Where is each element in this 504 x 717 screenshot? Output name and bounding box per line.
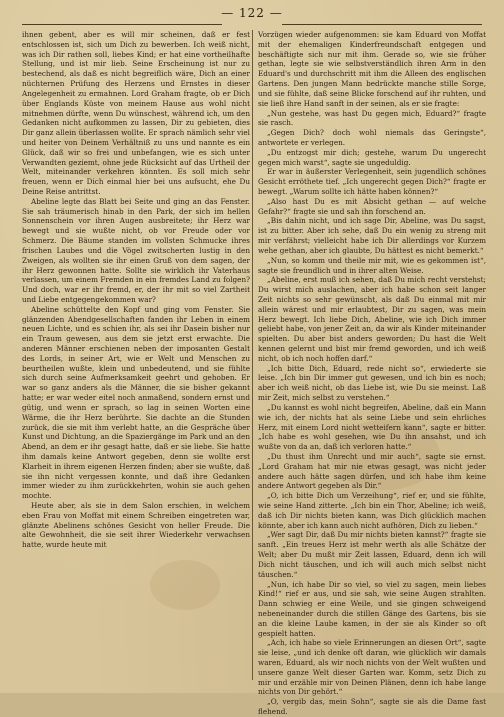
paragraph: ihnen gebent, aber es will mir scheinen, daß er fest entschlossen ist, sich um Dich zu bewerben. Ich weiß nicht, was ich Dir rathen soll, liebes Kind; er hat eine vortheilhafte Stellung, und ist mir lieb. Seine Erscheinung ist nur zu bestechend, als daß es nicht begreiflich wäre, Dich an einer nüchternen Prüfung des Herzens und Ernstes in dieser Angelegenheit zu ermahnen. Lord Graham fragte, ob er Dich über Englands Küste von meinem Hause aus wohl nicht mitnehmen dürfte, wenn Du wünschest, während ich, um den Gedanken nicht aufkommen zu lassen, Dir zu gebieten, dies Dir ganz allein überlassen wollte. Er sprach nämlich sehr viel und heiter von Deinem Verhältniß zu uns und nannte es ein Glück, daß wir so frei und unbefangen, wie es sich unter Verwandten geziemt, ohne jede Rücksicht auf das Urtheil der Welt, miteinander verkehren könnten. Es soll mich sehr freuen, wenn er Dich einmal hier bei uns aufsucht, ehe Du Deine Reise antrittst. bbox=[22, 30, 250, 196]
paragraph: „Ach, ich habe so viele Erinnerungen an diesen Ort“, sagte sie leise, „und ich denke oft daran, wie glücklich wir damals waren, Eduard, als wir noch nichts von der Welt wußten und unsere ganze Welt dieser Garten war. Komm, setz Dich zu mir und erzähle mir von Deinen Plänen, denn ich habe lange nichts von Dir gehört.“ bbox=[258, 638, 486, 697]
paragraph: „O, vergib das, mein Sohn“, sagte sie als die Dame fast flehend. bbox=[258, 697, 486, 717]
left-text-column bbox=[22, 30, 250, 686]
paragraph: „Nun gestehe, was hast Du gegen mich, Eduard?“ fragte sie rasch. bbox=[258, 108, 486, 128]
paragraph: „Wer sagt Dir, daß Du mir nichts bieten kannst?“ fragte sie sanft. „Ein treues Herz ist mehr werth als alle Schätze der Welt; aber Du mußt mir Zeit lassen, Eduard, denn ich will Dich nicht täuschen, und ich will auch mich selbst nicht täuschen.“ bbox=[258, 530, 486, 579]
paragraph: „Du thust ihm Unrecht und mir auch“, sagte sie ernst. „Lord Graham hat mir nie etwas gesagt, was nicht jeder andere auch hätte sagen dürfen, und ich habe ihm keine andere Antwort gegeben als Dir.“ bbox=[258, 451, 486, 491]
paragraph: „Nun, so komm und theile mir mit, wie es gekommen ist“, sagte sie freundlich und in ihrer alten Weise. bbox=[258, 255, 486, 275]
paragraph: „Nun, ich habe Dir so viel, so viel zu sagen, mein liebes Kind!“ rief er aus, und sie sah, wie seine Augen strahlten. Dann schwieg er eine Weile, und sie gingen schweigend nebeneinander durch die stillen Gänge des Gartens, bis sie an die kleine Laube kamen, in der sie als Kinder so oft gespielt hatten. bbox=[258, 579, 486, 638]
paragraph: „Du entzogst mir dich; gestehe, warum Du ungerecht gegen mich warst“, sagte sie ungeduldig. bbox=[258, 147, 486, 167]
paragraph: Abeline schüttelte den Kopf und ging vom Fenster. Sie glänzenden Abendgesellschaften fanden ihr Leben in einem neuen Lichte, und es schien ihr, als sei ihr Dasein bisher nur ein Traum gewesen, aus dem sie jetzt erst erwachte. Die anderen Männer erschienen neben der imposanten Gestalt des Lords, in seiner Art, wie er Welt und Menschen zu beurtheilen wußte, klein und unbedeutend, und sie fühlte sich durch seine Aufmerksamkeit geehrt und gehoben. Er war so ganz anders als die Männer, die sie bisher gekannt hatte; er war weder eitel noch anmaßend, sondern ernst und gütig, und wenn er sprach, so lag in seinen Worten eine Wärme, die ihr Herz berührte. Sie dachte an die Stunden zurück, die sie mit ihm verlebt hatte, an die Gespräche über Kunst und Dichtung, an die Spaziergänge im Park und an den Abend, an dem er ihr gesagt hatte, daß er sie liebe. Sie hatte ihm damals keine Antwort gegeben, denn sie wollte erst Klarheit in ihrem eigenen Herzen finden; aber sie wußte, daß sie ihn nicht vergessen konnte, und daß ihre Gedanken immer wieder zu ihm zurückkehrten, wohin sie auch gehen mochte. bbox=[22, 304, 250, 501]
paragraph: Er war in äußerster Verlegenheit, sein jugendlich schönes Gesicht erröthete tief. „Ich ungerecht gegen Dich?“ fragte er bewegt. „Warum sollte ich hätte haben können?“ bbox=[258, 167, 486, 196]
paragraph: „Du kannst es wohl nicht begreifen, Abeline, daß ein Mann wie ich, der nichts hat als seine Liebe und sein ehrliches Herz, mit einem Lord nicht wetteifern kann“, sagte er bitter. „Ich habe es wohl gesehen, wie Du ihn ansahst, und ich wußte von da an, daß ich verloren hatte.“ bbox=[258, 402, 486, 452]
page-header bbox=[0, 6, 504, 26]
right-text-column bbox=[258, 30, 486, 717]
paragraph: Abeline legte das Blatt bei Seite und ging an das Fenster. Sie sah träumerisch hinab in den Park, der sich im hellen Sonnenschein vor ihren Augen ausbreitete; ihr Herz war bewegt und sie wußte nicht, ob vor Freude oder vor Schmerz. Die Bäume standen im vollsten Schmucke ihres frischen Laubes und die Vögel zwitscherten lustig in den Zweigen, als wollten sie ihr einen Gruß von dem sagen, der ihr Herz gewonnen hatte. Sollte sie wirklich ihr Vaterhaus verlassen, um einem Fremden in ein fremdes Land zu folgen? Und doch, war er ihr fremd, er, der ihr mit so viel Zartheit und Liebe entgegengekommen war? bbox=[22, 196, 250, 304]
paragraph: „Gegen Dich? doch wohl niemals das Geringste“, antwortete er verlegen. bbox=[258, 128, 486, 147]
paragraph: Heute aber, als sie in dem Salon erschien, in welchem eben Frau von Moffat mit einem Schreiben eingetreten war, glänzte Abelinens schönes Gesicht von heller Freude. Die alte Gewohnheit, die sie seit ihrer Wiederkehr verwachsen hatte, wurde heute mit bbox=[22, 501, 250, 550]
paragraph: „Bis dahin nicht, und ich sage Dir, Abeline, was Du sagst, ist zu bitter. Aber ich sehe, daß Du ein wenig zu streng mit mir verfährst; vielleicht habe ich Dir allerdings vor Kurzem wehe gethan, aber ich glaubte, Du hättest es nicht bemerkt.“ bbox=[258, 216, 486, 255]
page-number: — 122 — bbox=[221, 6, 283, 20]
paragraph: „Also hast Du es mit Absicht gethan — auf welche Gefahr?“ fragte sie und sah ihn forschend an. bbox=[258, 196, 486, 216]
paragraph: „Abeline, erst muß ich sehen, daß Du mich recht verstehst; Du wirst mich auslachen, aber ich habe schon seit langer Zeit nichts so sehr gewünscht, als daß Du einmal mit mir allein wärest und mir erlaubtest, Dir zu sagen, was mein Herz bewegt. Ich liebe Dich, Abeline, wie ich Dich immer geliebt habe, von jener Zeit an, da wir als Kinder miteinander spielten. Du aber bist anders geworden; Du hast die Welt kennen gelernt und bist mir fremd geworden, und ich weiß nicht, ob ich noch hoffen darf.“ bbox=[258, 275, 486, 363]
paragraph: Vorzügen wieder aufgenommen: sie kam Eduard von Moffat mit der ehemaligen Kinderfreundschaft entgegen und beschäftigte sich nur mit ihm. Gerade so, wie sie früher gethan, legte sie wie selbstverständlich ihren Arm in den Eduard's und durchschritt mit ihm die Alleen des englischen Gartens. Den jungen Mann bedrückte manche stille Sorge, und sie fühlte, daß seine Blicke forschend auf ihr ruhten, und sie ließ ihre Hand sanft in der seinen, als er sie fragte: bbox=[258, 30, 486, 108]
column-divider bbox=[252, 30, 253, 680]
header-rule-right bbox=[282, 24, 482, 25]
paragraph: „Ich bitte Dich, Eduard, rede nicht so“, erwiederte sie leise. „Ich bin Dir immer gut gewesen, und ich bin es noch; aber ich weiß nicht, ob das Liebe ist, wie Du sie meinst. Laß mir Zeit, mich selbst zu verstehen.“ bbox=[258, 363, 486, 403]
paragraph: „O, ich bitte Dich um Verzeihung“, rief er, und sie fühlte, wie seine Hand zitterte. „Ich bin ein Thor, Abeline; ich weiß, daß ich Dir nichts bieten kann, was Dich glücklich machen könnte, aber ich kann auch nicht aufhören, Dich zu lieben.“ bbox=[258, 491, 486, 530]
header-rule-left bbox=[22, 24, 222, 25]
